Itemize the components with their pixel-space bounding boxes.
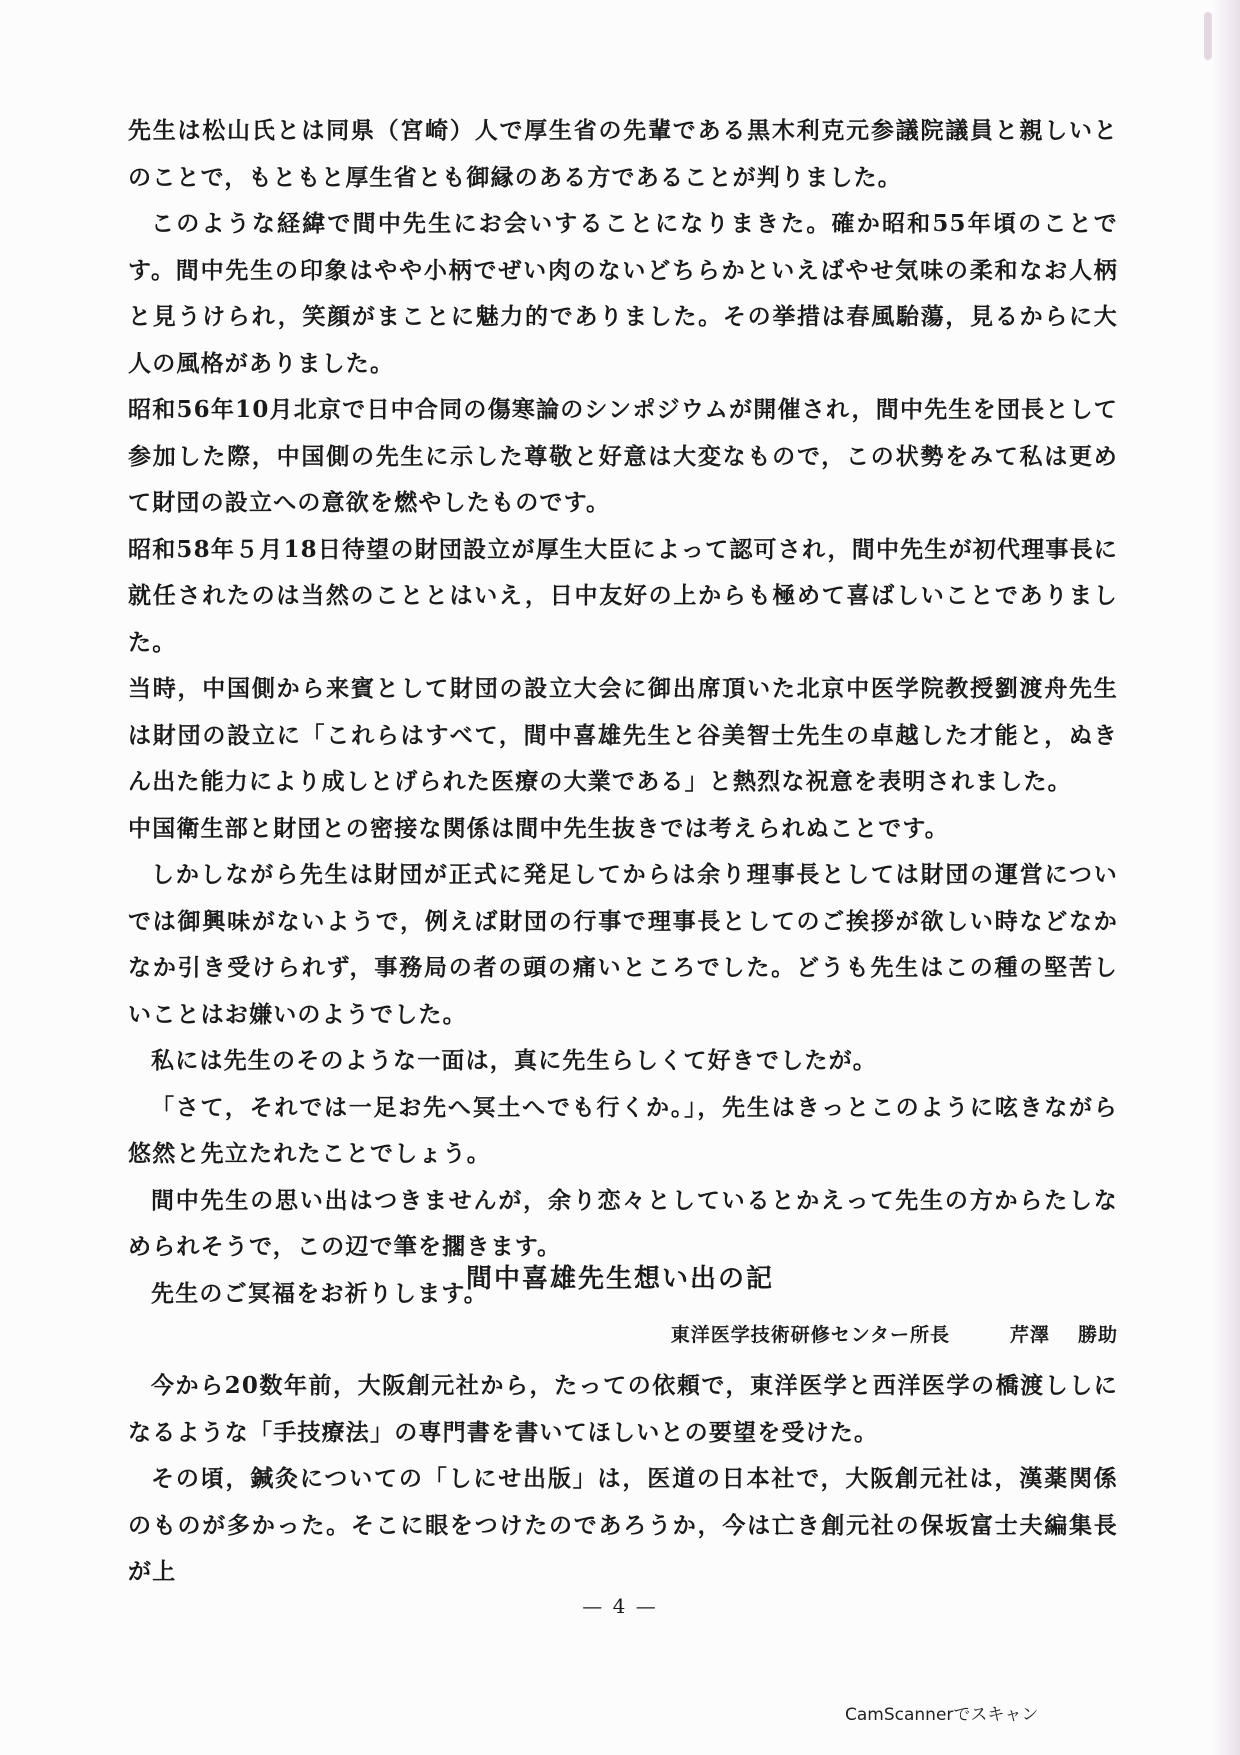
page-edge-shadow: [1212, 0, 1240, 1755]
paragraph: 昭和58年５月18日待望の財団設立が厚生大臣によって認可され，間中先生が初代理事長に就任されたのは当然のこととはいえ，日中友好の上からも極めて喜ばしいことでありました。: [128, 535, 1118, 656]
paragraph: 私には先生のそのような一面は，真に先生らしくて好きでしたが。: [151, 1047, 877, 1074]
author-byline: [671, 1320, 1118, 1347]
author-surname: 芹澤: [1009, 1324, 1050, 1346]
article-body-part2: [128, 1363, 1118, 1596]
paragraph: 「さて，それでは一足お先へ冥土へでも行くか。」，先生はきっとこのように呟きながら悠然と先立たれたことでしょう。: [128, 1093, 1118, 1167]
paragraph: 先生のご冥福をお祈りします。: [151, 1279, 488, 1307]
scan-mark: [1204, 12, 1212, 60]
article-body-part1: [128, 108, 1118, 1317]
paragraph: 今から20数年前，大阪創元社から，たっての依頼で，東洋医学と西洋医学の橋渡ししになるような「手技療法」の専門書を書いてほしいとの要望を受けた。: [128, 1372, 1118, 1446]
paragraph: 昭和56年10月北京で日中合同の傷寒論のシンポジウムが開催され，間中先生を団長として参加した際，中国側の先生に示した尊敬と好意は大変なもので，この状勢をみて私は更めて財団の設立への意欲を燃やしたものです。: [128, 396, 1118, 516]
paragraph: しかしながら先生は財団が正式に発足してからは余り理事長としては財団の運営についでは御興味がないようで，例えば財団の行事で理事長としてのご挨拶が欲しい時などなかなか引き受けられず，事務局の者の頭の痛いところでした。どうも先生はこの種の堅苦しいことはお嫌いのようでした。: [128, 861, 1118, 1028]
scanner-watermark: CamScannerでスキャン: [845, 1705, 1039, 1725]
section-title: 間中喜雄先生想い出の記: [465, 1264, 774, 1294]
paragraph: このような経緯で間中先生にお会いすることになりまきた。確か昭和55年頃のことです。間中先生の印象はやや小柄でぜい肉のないどちらかといえばやせ気味の柔和なお人柄と見うけられ，笑顔がまことに魅力的でありました。その挙措は春風駘蕩，見るからに大人の風格がありました。: [128, 210, 1118, 377]
author-affiliation: 東洋医学技術研修センター所長: [670, 1324, 950, 1346]
page-number: — 4 —: [582, 1594, 658, 1618]
paragraph: 中国衛生部と財団との密接な関係は間中先生抜きでは考えられぬことです。: [128, 814, 949, 842]
paragraph: 間中先生の思い出はつきませんが，余り恋々としているとかえって先生の方からたしなめられそうで，この辺で筆を擱きます。: [128, 1186, 1118, 1260]
paragraph: 先生は松山氏とは同県（宮崎）人で厚生省の先輩である黒木利克元参議院議員と親しいとのことで，もともと厚生省とも御縁のある方であることが判りました。: [128, 117, 1118, 191]
author-given-name: 勝助: [1077, 1324, 1118, 1346]
paragraph: その頃，鍼灸についての「しにせ出版」は，医道の日本社で，大阪創元社は，漢薬関係のものが多かった。そこに眼をつけたのであろうか，今は亡き創元社の保坂富士夫編集長が上: [128, 1465, 1118, 1585]
paragraph: 当時，中国側から来賓として財団の設立大会に御出席頂いた北京中医学院教授劉渡舟先生は財団の設立に「これらはすべて，間中喜雄先生と谷美智士先生の卓越した才能と，ぬきん出た能力により成しとげられた医療の大業である」と熱烈な祝意を表明されました。: [128, 675, 1118, 795]
